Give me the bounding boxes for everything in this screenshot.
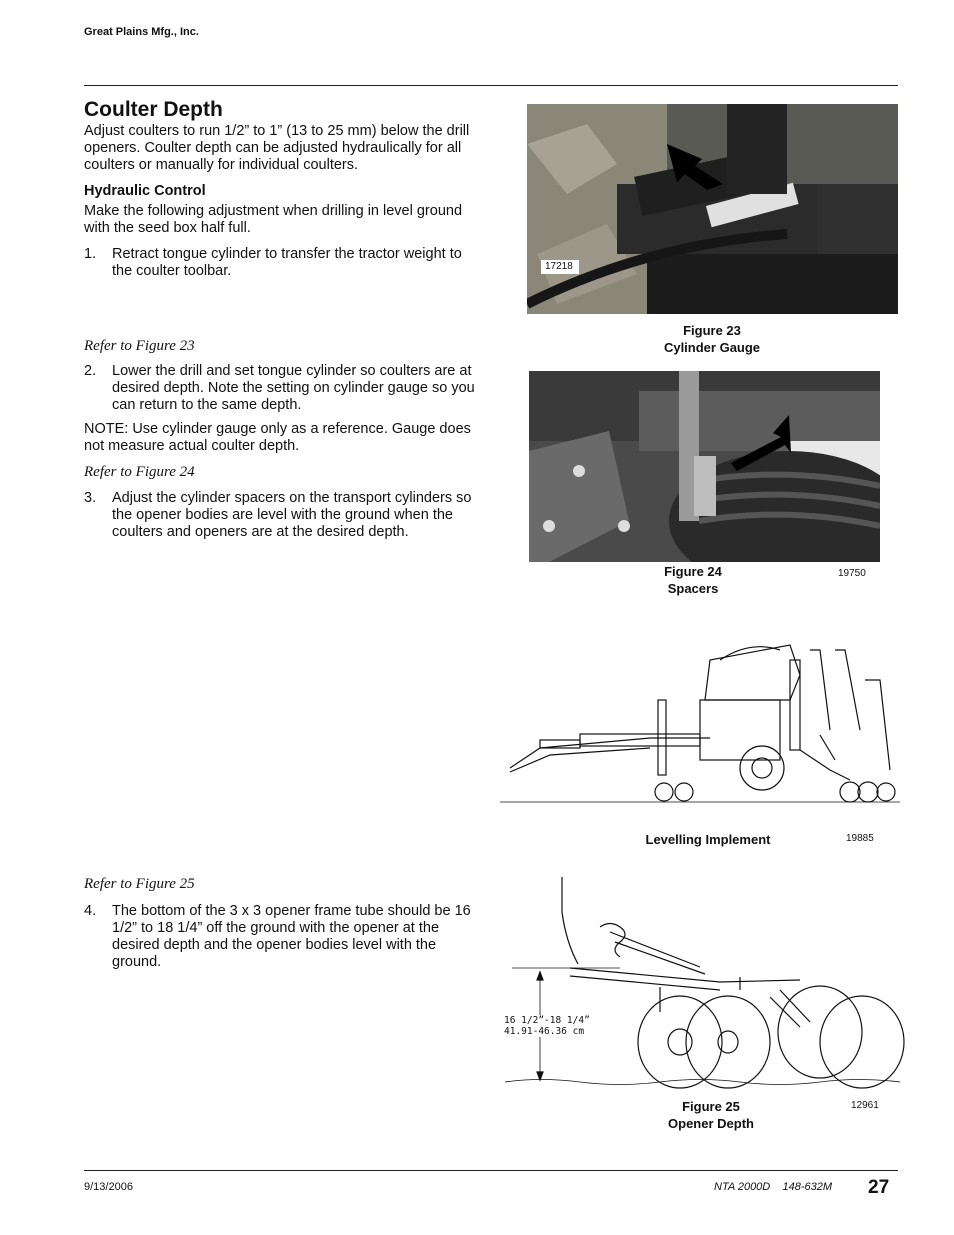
hydraulic-control-heading: Hydraulic Control [84, 183, 206, 199]
figure-25-caption [636, 1098, 786, 1132]
figure-label: Figure 24 [664, 564, 722, 579]
figure-caption: Opener Depth [668, 1116, 754, 1131]
figure-label: Figure 25 [682, 1099, 740, 1114]
step-text: Adjust the cylinder spacers on the transport cylinders so the opener bodies are level with the ground when the coulters and openers are at the desired depth. [112, 490, 472, 540]
figure-24-photo [529, 371, 880, 562]
step-2 [84, 363, 479, 414]
footer-rule [84, 1170, 898, 1171]
levelling-implement-illustration [500, 620, 900, 810]
figure-23-number: 17218 [545, 261, 573, 272]
step-number: 1. [84, 246, 97, 262]
figure-25-drawing [500, 872, 910, 1090]
header-rule [84, 85, 898, 86]
opener-depth-illustration [500, 872, 910, 1090]
opener-depth-dimension [502, 1015, 592, 1037]
step-4 [84, 903, 479, 971]
page-number: 27 [868, 1177, 890, 1198]
figure-23-caption [617, 322, 807, 356]
footer-doc-id: NTA 2000D 148-632M [714, 1181, 833, 1193]
figure-23-photo [527, 104, 898, 314]
cylinder-gauge-illustration [527, 104, 898, 314]
levelling-implement-number: 19885 [846, 833, 874, 844]
dimension-inches: 16 1/2”-18 1/4” [504, 1015, 590, 1026]
step-text: Lower the drill and set tongue cylinder so coulters are at desired depth. Note the setting on cylinder gauge so you can return to the same depth. [112, 363, 475, 413]
figure-24-caption [618, 563, 768, 597]
levelling-implement-drawing [500, 620, 900, 810]
ref-figure-24: Refer to Figure 24 [84, 464, 195, 480]
step-number: 4. [84, 903, 97, 919]
step-text: The bottom of the 3 x 3 opener frame tube should be 16 1/2” to 18 1/4” off the ground with the opener at the desired depth and the opener bodies level with the ground. [112, 903, 471, 970]
figure-caption: Cylinder Gauge [663, 340, 761, 355]
step-text: Retract tongue cylinder to transfer the tractor weight to the coulter toolbar. [112, 246, 462, 279]
hydraulic-intro: Make the following adjustment when drilling in level ground with the seed box half full. [84, 203, 463, 236]
step-1 [84, 246, 479, 280]
figure-label: Figure 23 [683, 323, 741, 338]
section-title: Coulter Depth [84, 98, 223, 121]
intro-paragraph: Adjust coulters to run 1/2” to 1” (13 to 25 mm) below the drill openers. Coulter depth can be adjusted hydraulically for all coulters or manually for individual coulters. [84, 123, 470, 173]
spacers-illustration [529, 371, 880, 562]
dimension-cm: 41.91-46.36 cm [504, 1026, 585, 1037]
figure-24-number: 19750 [838, 568, 866, 579]
step-number: 2. [84, 363, 97, 379]
note-paragraph: NOTE: Use cylinder gauge only as a reference. Gauge does not measure actual coulter depth. [84, 421, 471, 454]
levelling-implement-caption: Levelling Implement [645, 832, 771, 847]
ref-figure-23: Refer to Figure 23 [84, 338, 195, 354]
step-number: 3. [84, 490, 97, 506]
company-name: Great Plains Mfg., Inc. [84, 26, 199, 38]
figure-caption: Spacers [667, 581, 719, 596]
footer-date: 9/13/2006 [84, 1181, 133, 1193]
step-3 [84, 490, 479, 541]
ref-figure-25: Refer to Figure 25 [84, 876, 195, 892]
figure-25-number: 12961 [851, 1100, 879, 1111]
